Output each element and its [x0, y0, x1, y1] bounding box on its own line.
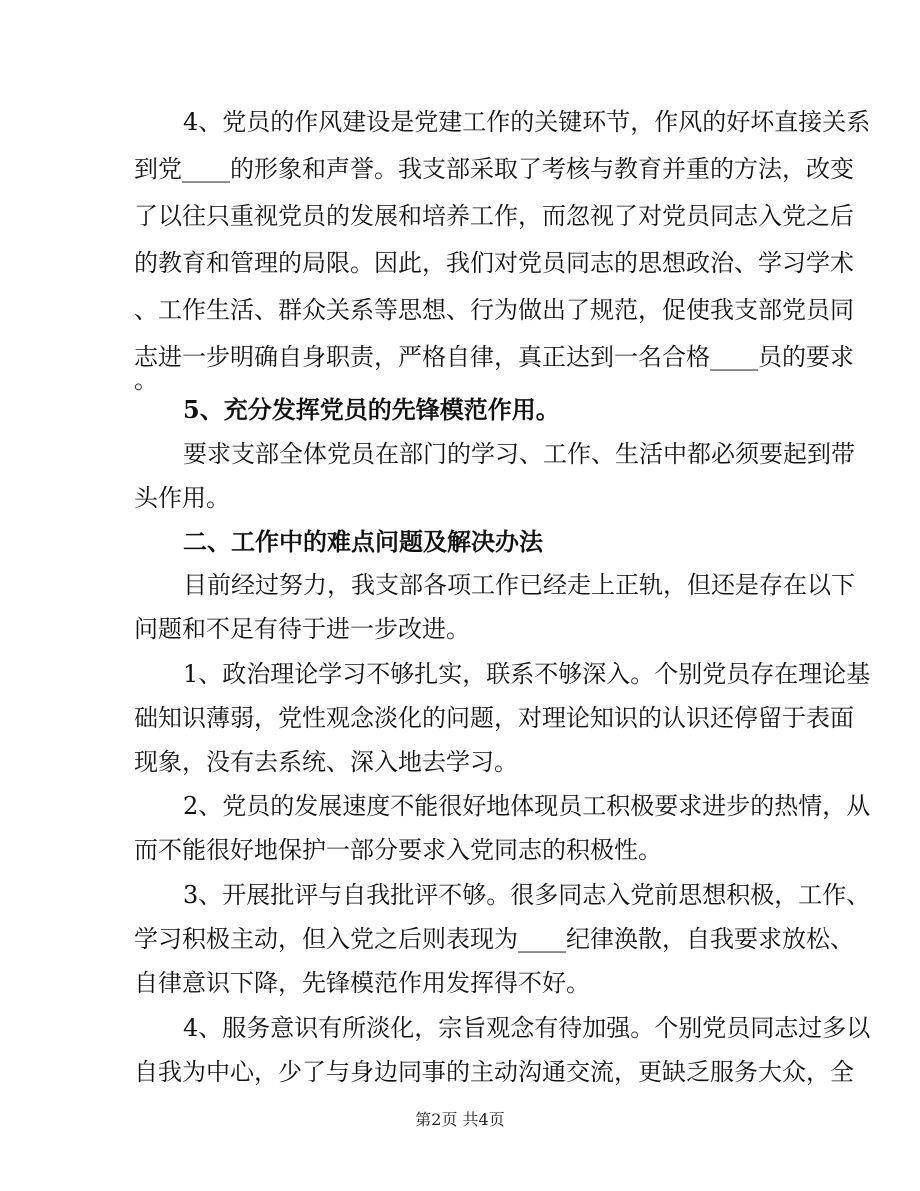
text-line: 现象，没有去系统、深入地去学习。: [134, 748, 518, 776]
page-number: 第2页 共4页: [415, 1110, 505, 1129]
text-line: 1、政治理论学习不够扎实，联系不够深入。个别党员存在理论基: [183, 660, 871, 688]
text-line: 的教育和管理的局限。因此，我们对党员同志的思想政治、学习学术: [134, 249, 854, 277]
text-line: 志进一步明确自身职责，严格自律，真正达到一名合格____员的要求: [134, 343, 854, 371]
text-line: 2、党员的发展速度不能很好地体现员工积极要求进步的热情，从: [183, 792, 871, 820]
text-line: 了以往只重视党员的发展和培养工作，而忽视了对党员同志入党之后: [134, 202, 854, 230]
text-line: 4、党员的作风建设是党建工作的关键环节，作风的好坏直接关系: [183, 108, 871, 136]
text-line: 、工作生活、群众关系等思想、行为做出了规范，促使我支部党员同: [134, 296, 854, 324]
section-heading: 二、工作中的难点问题及解决办法: [183, 527, 543, 556]
text-line: 要求支部全体党员在部门的学习、工作、生活中都必须要起到带: [183, 440, 855, 468]
text-line: 4、服务意识有所淡化，宗旨观念有待加强。个别党员同志过多以: [183, 1014, 871, 1042]
text-line: 3、开展批评与自我批评不够。很多同志入党前思想积极，工作、: [183, 881, 871, 909]
text-line: 础知识薄弱，党性观念淡化的问题，对理论知识的认识还停留于表面: [134, 704, 854, 732]
text-line: 到党____的形象和声誉。我支部采取了考核与教育并重的方法，改变: [134, 155, 854, 183]
text-line: 而不能很好地保护一部分要求入党同志的积极性。: [134, 836, 662, 864]
text-line: 。: [134, 366, 158, 394]
text-line: 学习积极主动，但入党之后则表现为____纪律涣散，自我要求放松、: [134, 925, 854, 953]
text-line: 头作用。: [134, 484, 230, 512]
text-line: 自律意识下降，先锋模范作用发挥得不好。: [134, 969, 590, 997]
text-line: 自我为中心，少了与身边同事的主动沟通交流，更缺乏服务大众，全: [134, 1058, 854, 1086]
text-line: 目前经过努力，我支部各项工作已经走上正轨，但还是存在以下: [183, 571, 855, 599]
text-line: 问题和不足有待于进一步改进。: [134, 615, 470, 643]
section-heading: 5、充分发挥党员的先锋模范作用。: [183, 395, 560, 424]
